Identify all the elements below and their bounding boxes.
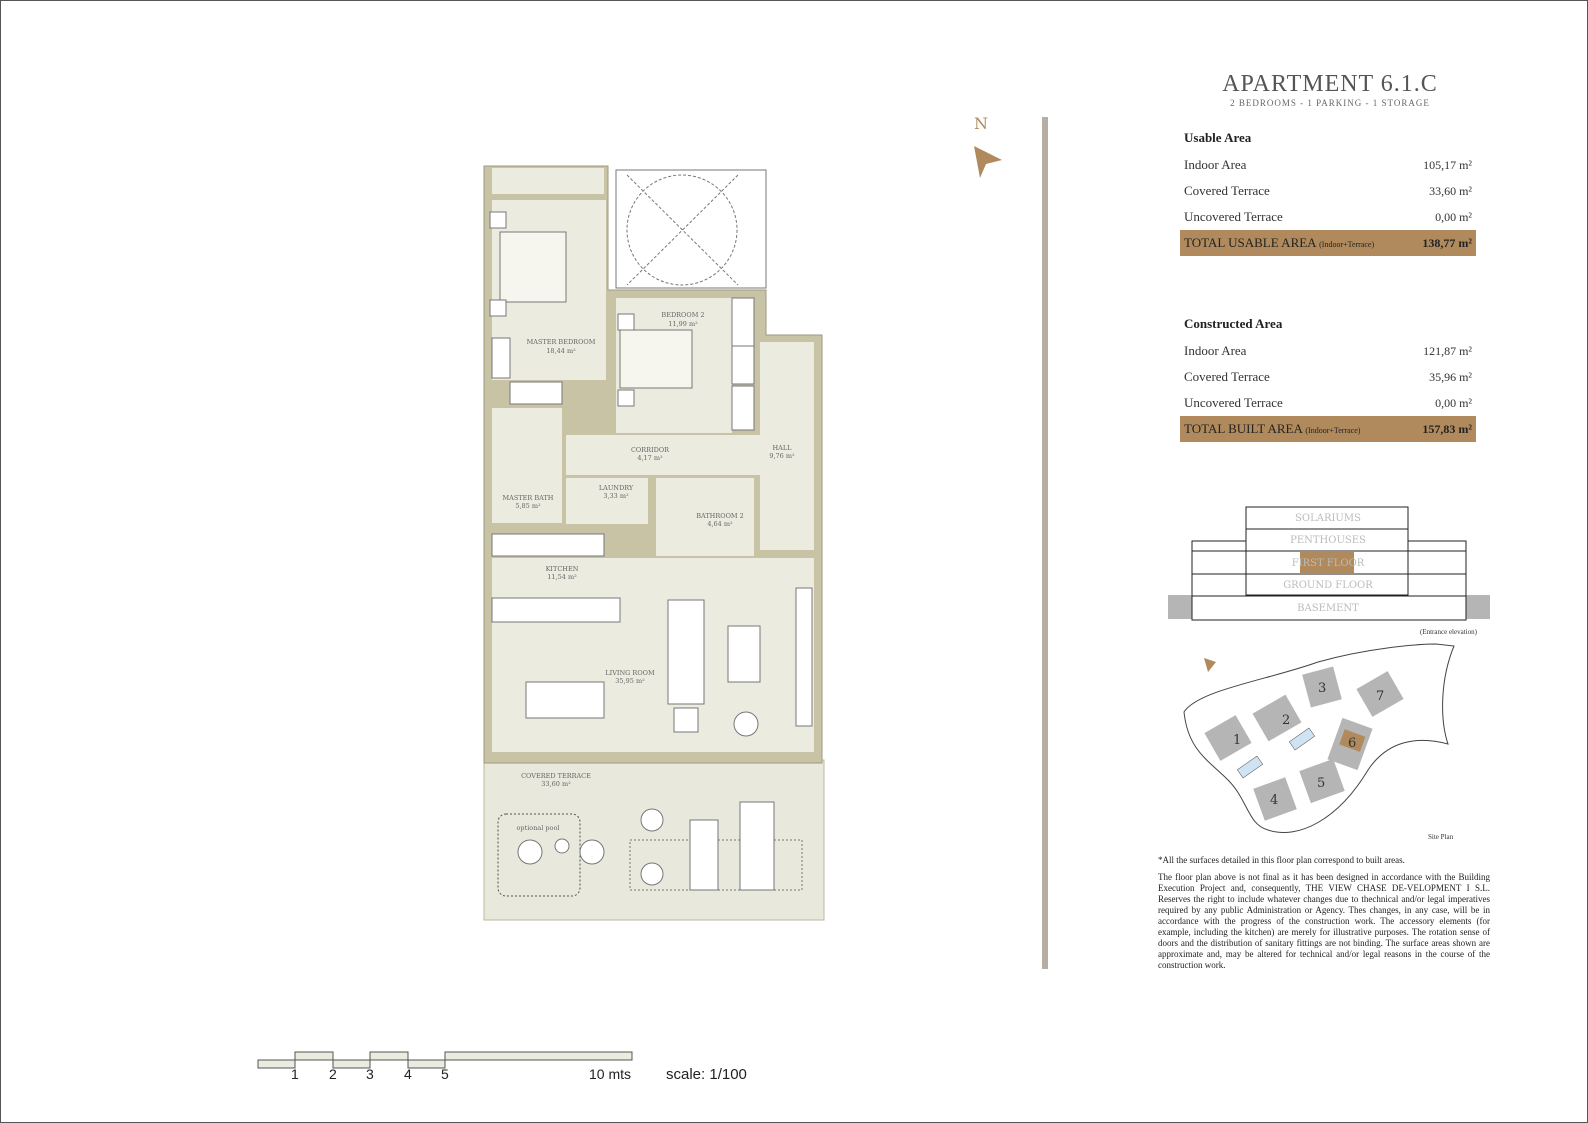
usable-row-value: 0,00 m² bbox=[1435, 210, 1472, 224]
living-kitchen-floor bbox=[492, 558, 814, 752]
dining-table bbox=[526, 682, 604, 718]
constructed-row-value: 35,96 m² bbox=[1429, 370, 1472, 384]
constructed-row-value: 0,00 m² bbox=[1435, 396, 1472, 410]
site-plan-caption: Site Plan bbox=[1428, 833, 1454, 841]
optional-pool-label: optional pool bbox=[516, 824, 560, 832]
constructed-row-label: Indoor Area bbox=[1184, 343, 1247, 358]
scale-tick: 2 bbox=[329, 1066, 337, 1082]
elevation-level: FIRST FLOOR bbox=[1291, 558, 1365, 569]
hall-area: 9,76 m² bbox=[769, 452, 795, 460]
constructed-row-label: Uncovered Terrace bbox=[1184, 395, 1283, 410]
scale-end-label: 10 mts bbox=[589, 1066, 632, 1082]
title-block bbox=[1200, 70, 1460, 108]
elevation-level: BASEMENT bbox=[1297, 603, 1359, 614]
building-number: 7 bbox=[1376, 689, 1385, 704]
bedroom-2-label: BEDROOM 2 bbox=[661, 311, 705, 319]
north-label: N bbox=[974, 114, 988, 133]
building-number: 1 bbox=[1233, 733, 1242, 748]
building-number: 4 bbox=[1270, 793, 1279, 808]
usable-total-note: (Indoor+Terrace) bbox=[1319, 240, 1375, 249]
north-arrow-icon bbox=[972, 144, 1012, 194]
elevation-caption: (Entrance elevation) bbox=[1420, 628, 1477, 636]
constructed-area-heading: Constructed Area bbox=[1184, 316, 1283, 331]
usable-row-label: Indoor Area bbox=[1184, 157, 1247, 172]
master-bedroom-label: MASTER BEDROOM bbox=[526, 338, 596, 346]
usable-row bbox=[1180, 152, 1476, 178]
corridor-label: CORRIDOR bbox=[630, 446, 670, 454]
usable-row-label: Uncovered Terrace bbox=[1184, 209, 1283, 224]
constructed-total-value: 157,83 m² bbox=[1422, 422, 1472, 436]
covered-terrace-area: 33,60 m² bbox=[541, 780, 571, 788]
usable-row-value: 105,17 m² bbox=[1423, 158, 1472, 172]
scale-tick: 1 bbox=[291, 1066, 299, 1082]
kitchen-area: 11,54 m² bbox=[547, 573, 577, 581]
master-bath-label: MASTER BATH bbox=[502, 494, 554, 502]
constructed-row bbox=[1180, 364, 1476, 390]
building-number: 3 bbox=[1318, 681, 1327, 696]
apartment-title: APARTMENT 6.1.C bbox=[1222, 71, 1438, 97]
site-north-arrow-icon bbox=[1204, 658, 1216, 672]
covered-terrace-label: COVERED TERRACE bbox=[521, 772, 591, 780]
master-bed bbox=[500, 232, 566, 302]
disclaimer-note: The floor plan above is not final as it has been designed in accordance with the Building Execution Project and, consequently, THE VIEW CHASE DE-VELOPMENT I S.L. Reserves the right to include whatever changes due to thechnical and/or legal imperatives required by any public Administration or Agency. Thes changes, in any case, will be in accordance with the progress of the construction work. The accessory elements (for example, including the kitchen) are merely for illustrative purposes. The rotation sense of doors and the distribution of sanitary fittings are not binding. The surface areas shown are approximate and, may be altered for technical and/or legal reasons in the course of the construction work. bbox=[1158, 872, 1490, 970]
sofa bbox=[668, 600, 704, 704]
bedroom-2-bed bbox=[620, 330, 692, 388]
usable-total-value: 138,77 m² bbox=[1422, 236, 1472, 250]
floor-plan bbox=[470, 160, 835, 935]
vertical-divider bbox=[1042, 117, 1048, 969]
notes bbox=[1158, 855, 1490, 977]
laundry-area: 3,33 m² bbox=[603, 492, 629, 500]
living-room-area: 35,95 m² bbox=[615, 677, 645, 685]
hall-label: HALL bbox=[772, 444, 792, 452]
kitchen-label: KITCHEN bbox=[545, 565, 579, 573]
patio-area bbox=[616, 170, 766, 288]
usable-row bbox=[1180, 204, 1476, 230]
scale-ratio: scale: 1/100 bbox=[666, 1066, 747, 1083]
north-arrow bbox=[966, 114, 1006, 184]
usable-total-label: TOTAL USABLE AREA bbox=[1184, 235, 1316, 250]
coffee-table bbox=[728, 626, 760, 682]
elevation-level: PENTHOUSES bbox=[1290, 535, 1366, 546]
kitchen-island bbox=[492, 598, 620, 622]
scale-tick: 5 bbox=[441, 1066, 449, 1082]
building-number: 2 bbox=[1282, 713, 1291, 728]
living-room-label: LIVING ROOM bbox=[605, 669, 655, 677]
bathroom-2-area: 4,64 m² bbox=[707, 520, 733, 528]
elevation-level: GROUND FLOOR bbox=[1283, 580, 1373, 591]
north-terrace-floor bbox=[492, 168, 604, 194]
master-bath-area: 5,85 m² bbox=[515, 502, 541, 510]
constructed-row-label: Covered Terrace bbox=[1184, 369, 1270, 384]
kitchen-upper-counter bbox=[492, 534, 604, 556]
corridor-area: 4,17 m² bbox=[637, 454, 663, 462]
building-number: 6 bbox=[1348, 736, 1357, 751]
laundry-label: LAUNDRY bbox=[598, 484, 634, 492]
tv-unit bbox=[796, 588, 812, 726]
usable-total-row bbox=[1180, 230, 1476, 256]
constructed-total-label: TOTAL BUILT AREA bbox=[1184, 421, 1303, 436]
constructed-total-note: (Indoor+Terrace) bbox=[1305, 426, 1361, 435]
constructed-row bbox=[1180, 338, 1476, 364]
bedroom-2-area: 11,99 m² bbox=[668, 320, 698, 328]
usable-row-label: Covered Terrace bbox=[1184, 183, 1270, 198]
bathroom-2-label: BATHROOM 2 bbox=[696, 512, 744, 520]
constructed-total-row bbox=[1180, 416, 1476, 442]
surfaces-note: *All the surfaces detailed in this floor plan correspond to built areas. bbox=[1158, 855, 1405, 865]
apartment-subtitle: 2 BEDROOMS - 1 PARKING - 1 STORAGE bbox=[1230, 98, 1430, 108]
scale-tick: 3 bbox=[366, 1066, 374, 1082]
usable-row bbox=[1180, 178, 1476, 204]
elevation-level: SOLARIUMS bbox=[1295, 513, 1361, 524]
building-elevation bbox=[1168, 505, 1490, 640]
master-bedroom-area: 18,44 m² bbox=[546, 347, 576, 355]
constructed-row-value: 121,87 m² bbox=[1423, 344, 1472, 358]
site-plan bbox=[1178, 640, 1490, 845]
usable-row-value: 33,60 m² bbox=[1429, 184, 1472, 198]
scale-tick: 4 bbox=[404, 1066, 412, 1082]
building-number: 5 bbox=[1317, 776, 1326, 791]
usable-area-heading: Usable Area bbox=[1184, 130, 1252, 145]
constructed-area-table bbox=[1180, 316, 1476, 442]
constructed-row bbox=[1180, 390, 1476, 416]
usable-area-table bbox=[1180, 130, 1476, 256]
